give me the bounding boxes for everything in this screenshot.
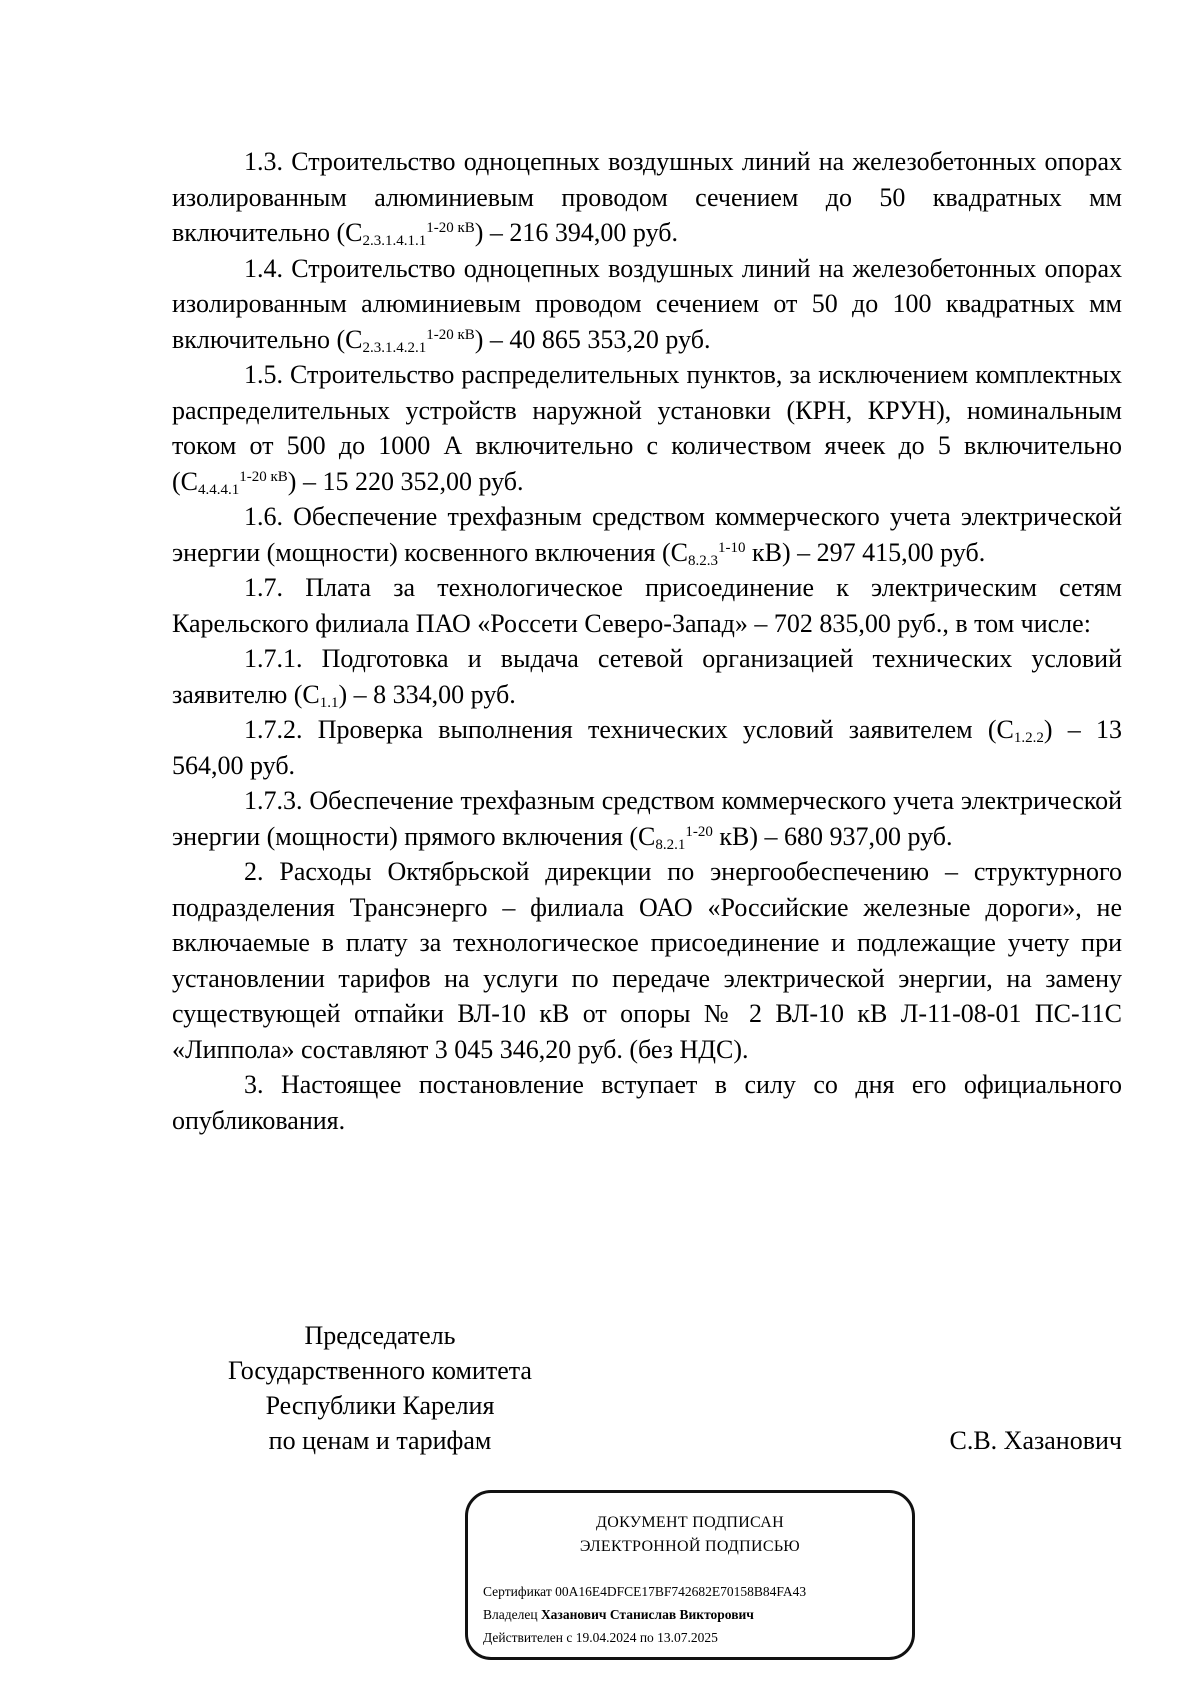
paragraph-1-6: 1.6. Обеспечение трехфазным средством коммерческого учета электрической энергии (мощности) косвенного включения ($С_{8.2.3}^{1-10}$ кВ) – 297 415,00 руб.	[172, 502, 1122, 569]
stamp-title: ДОКУМЕНТ ПОДПИСАН ЭЛЕКТРОННОЙ ПОДПИСЬЮ	[579, 1514, 801, 1555]
signatory-position-line: Государственного комитета	[228, 1356, 532, 1385]
paragraph-1-5: 1.5. Строительство распределительных пунктов, за исключением комплектных распределительных устройств наружной установки (КРН, КРУН), номинальным током от 500 до 1000 А включительно с количеством ячеек до 5 включительно $(С_{4.4.4.1}^{1-20 кВ}) - 15$ 220 352,00 руб.	[172, 360, 1122, 498]
signatory-name: С.В. Хазанович	[949, 1426, 1122, 1455]
signatory-position-line: Республики Карелия	[265, 1391, 495, 1420]
paragraph-1-7-2: 1.7.2. Проверка выполнения технических условий заявителем $(С_{1.2.2}) - 13$ 564,00 руб.	[172, 715, 1122, 780]
stamp-validity: Действителен с 19.04.2024 по 13.07.2025	[483, 1630, 718, 1645]
paragraph-1-3: 1.3. Строительство одноцепных воздушных линий на железобетонных опорах изолированным алюминиевым проводом сечением до 50 квадратных мм включительно $(С_{2.3.1.4.1.1}^{1-20 кВ}) - 216$ 394,00 руб.	[172, 147, 1122, 249]
paragraph-1-7: 1.7. Плата за технологическое присоединение к электрическим сетям Карельского филиала ПАО «Россети Северо-Запад» – 702 835,00 руб., в том числе:	[172, 573, 1122, 638]
stamp-certificate: Сертификат 00A16E4DFCE17BF742682E70158B84FA43	[483, 1584, 807, 1599]
stamp-owner: Владелец Хазанович Станислав Викторович	[483, 1607, 754, 1622]
paragraph-1-4: 1.4. Строительство одноцепных воздушных линий на железобетонных опорах изолированным алюминиевым проводом сечением от 50 до 100 квадратных мм включительно $(С_{2.3.1.4.2.1}^{1-20 кВ}) - 40$ 865 353,20 руб.	[172, 253, 1122, 356]
paragraph-3: 3. Настоящее постановление вступает в силу со дня его официального опубликования.	[172, 1070, 1122, 1135]
electronic-signature-stamp	[465, 1490, 915, 1660]
paragraph-2: 2. Расходы Октябрьской дирекции по энергообеспечению – структурного подразделения Трансэнерго – филиала ОАО «Российские железные дороги», не включаемые в плату за технологическое присоединение и подлежащие учету при установлении тарифов на услуги по передаче электрической энергии, на замену существующей отпайки ВЛ-10 кВ от опоры № 2 ВЛ-10 кВ Л-11-08-01 ПС-11С «Липпола» составляют 3 045 346,20 руб. (без НДС).	[172, 857, 1122, 1064]
signatory-position	[150, 1318, 610, 1458]
paragraph-1-7-1: 1.7.1. Подготовка и выдача сетевой организацией технических условий заявителю $(С_{1.1}) - 8$ 334,00 руб.	[172, 644, 1122, 711]
signatory-position-line: Председатель	[304, 1321, 456, 1350]
document-body	[172, 144, 1122, 1138]
signatory-position-line: по ценам и тарифам	[268, 1426, 492, 1455]
paragraph-1-7-3: 1.7.3. Обеспечение трехфазным средством коммерческого учета электрической энергии (мощности) прямого включения ($С_{8.2.1}^{1-20}$ кВ) – 680 937,00 руб.	[172, 786, 1122, 853]
